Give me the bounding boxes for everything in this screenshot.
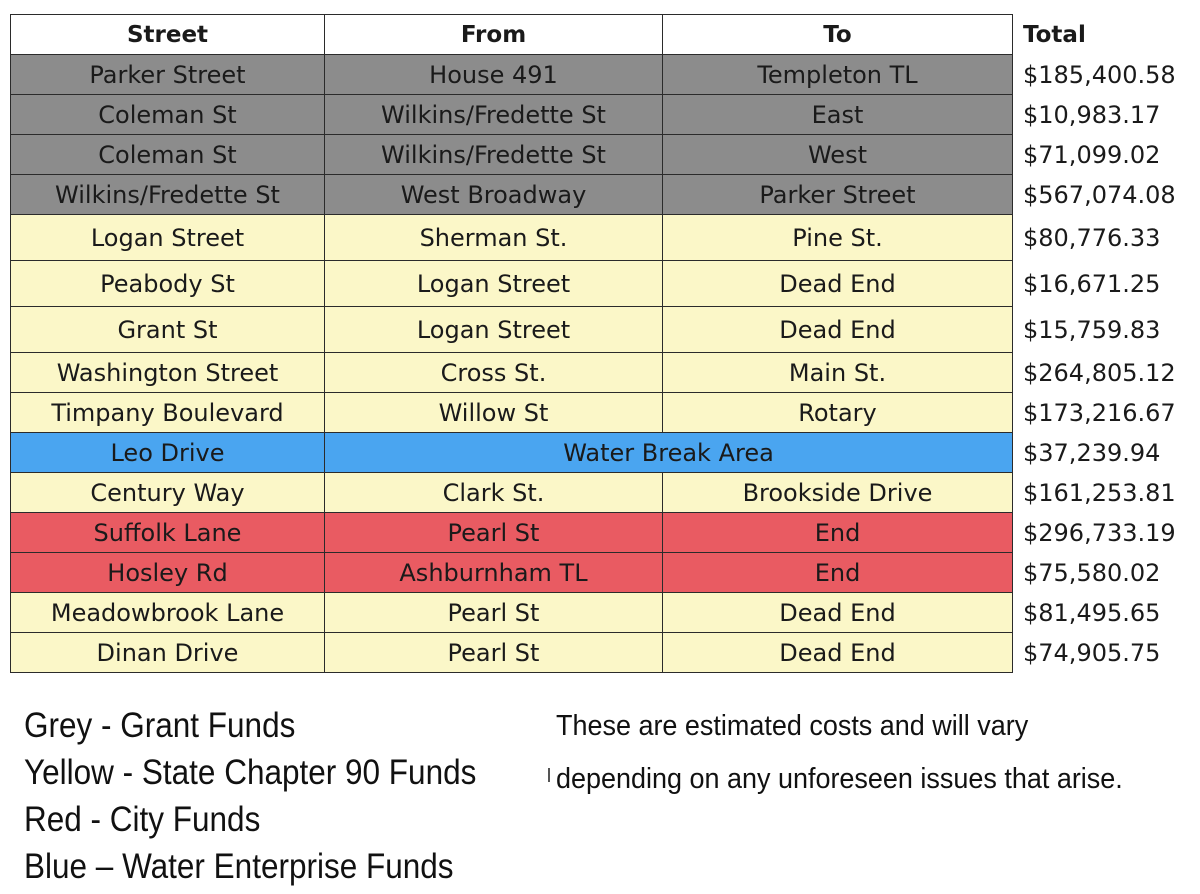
total-cell: $16,671.25: [1013, 261, 1199, 307]
table-row: [11, 135, 1199, 175]
total-cell: $80,776.33: [1013, 215, 1199, 261]
table-row: [11, 55, 1199, 95]
cost-disclaimer: [556, 700, 1123, 806]
to-cell: Main St.: [663, 353, 1013, 393]
street-cell: Leo Drive: [11, 433, 325, 473]
table-row: [11, 513, 1199, 553]
total-cell: $10,983.17: [1013, 95, 1199, 135]
total-cell: $15,759.83: [1013, 307, 1199, 353]
table-row: [11, 593, 1199, 633]
from-cell: Logan Street: [325, 307, 663, 353]
from-cell: Willow St: [325, 393, 663, 433]
legend-red: Red - City Funds: [24, 800, 261, 839]
to-cell: Brookside Drive: [663, 473, 1013, 513]
street-cell: Grant St: [11, 307, 325, 353]
street-cell: Century Way: [11, 473, 325, 513]
header-street: Street: [11, 15, 325, 55]
to-cell: Templeton TL: [663, 55, 1013, 95]
street-cell: Dinan Drive: [11, 633, 325, 673]
to-cell: East: [663, 95, 1013, 135]
header-total: Total: [1013, 15, 1199, 55]
legend-grey: Grey - Grant Funds: [24, 706, 296, 745]
to-cell: Dead End: [663, 633, 1013, 673]
to-cell: Parker Street: [663, 175, 1013, 215]
table-row: [11, 553, 1199, 593]
from-cell: Wilkins/Fredette St: [325, 95, 663, 135]
from-cell: Sherman St.: [325, 215, 663, 261]
total-cell: $81,495.65: [1013, 593, 1199, 633]
street-cell: Hosley Rd: [11, 553, 325, 593]
to-cell: Dead End: [663, 593, 1013, 633]
total-cell: $173,216.67: [1013, 393, 1199, 433]
disclaimer-line-1: These are estimated costs and will vary: [556, 710, 1029, 742]
legend-yellow: Yellow - State Chapter 90 Funds: [24, 753, 477, 792]
from-cell: Wilkins/Fredette St: [325, 135, 663, 175]
street-cell: Parker Street: [11, 55, 325, 95]
from-cell: Clark St.: [325, 473, 663, 513]
header-from: From: [325, 15, 663, 55]
to-cell: End: [663, 553, 1013, 593]
street-cell: Washington Street: [11, 353, 325, 393]
table-row: [11, 175, 1199, 215]
from-cell: Ashburnham TL: [325, 553, 663, 593]
to-cell: Rotary: [663, 393, 1013, 433]
header-to: To: [663, 15, 1013, 55]
to-cell: Pine St.: [663, 215, 1013, 261]
to-cell: End: [663, 513, 1013, 553]
street-cell: Coleman St: [11, 95, 325, 135]
from-cell: Logan Street: [325, 261, 663, 307]
table-row: [11, 393, 1199, 433]
table-row: [11, 215, 1199, 261]
to-cell: West: [663, 135, 1013, 175]
merged-area-cell: Water Break Area: [325, 433, 1013, 473]
table-row: [11, 433, 1199, 473]
total-cell: $161,253.81: [1013, 473, 1199, 513]
table-row: [11, 633, 1199, 673]
street-cell: Suffolk Lane: [11, 513, 325, 553]
road-cost-table: [10, 14, 1199, 673]
text-cursor-mark: [548, 768, 550, 782]
table-row: [11, 353, 1199, 393]
from-cell: Cross St.: [325, 353, 663, 393]
to-cell: Dead End: [663, 307, 1013, 353]
legend-blue: Blue – Water Enterprise Funds: [24, 847, 454, 886]
from-cell: Pearl St: [325, 513, 663, 553]
from-cell: Pearl St: [325, 593, 663, 633]
street-cell: Timpany Boulevard: [11, 393, 325, 433]
disclaimer-line-2: depending on any unforeseen issues that arise.: [556, 763, 1123, 795]
street-cell: Coleman St: [11, 135, 325, 175]
street-cell: Peabody St: [11, 261, 325, 307]
total-cell: $296,733.19: [1013, 513, 1199, 553]
street-cell: Wilkins/Fredette St: [11, 175, 325, 215]
from-cell: House 491: [325, 55, 663, 95]
table-row: [11, 95, 1199, 135]
table-row: [11, 261, 1199, 307]
total-cell: $37,239.94: [1013, 433, 1199, 473]
street-cell: Logan Street: [11, 215, 325, 261]
total-cell: $74,905.75: [1013, 633, 1199, 673]
fund-legend: [24, 702, 476, 890]
total-cell: $567,074.08: [1013, 175, 1199, 215]
from-cell: West Broadway: [325, 175, 663, 215]
header-row: [11, 15, 1199, 55]
total-cell: $185,400.58: [1013, 55, 1199, 95]
total-cell: $71,099.02: [1013, 135, 1199, 175]
table-row: [11, 473, 1199, 513]
from-cell: Pearl St: [325, 633, 663, 673]
table-row: [11, 307, 1199, 353]
to-cell: Dead End: [663, 261, 1013, 307]
total-cell: $75,580.02: [1013, 553, 1199, 593]
total-cell: $264,805.12: [1013, 353, 1199, 393]
street-cell: Meadowbrook Lane: [11, 593, 325, 633]
